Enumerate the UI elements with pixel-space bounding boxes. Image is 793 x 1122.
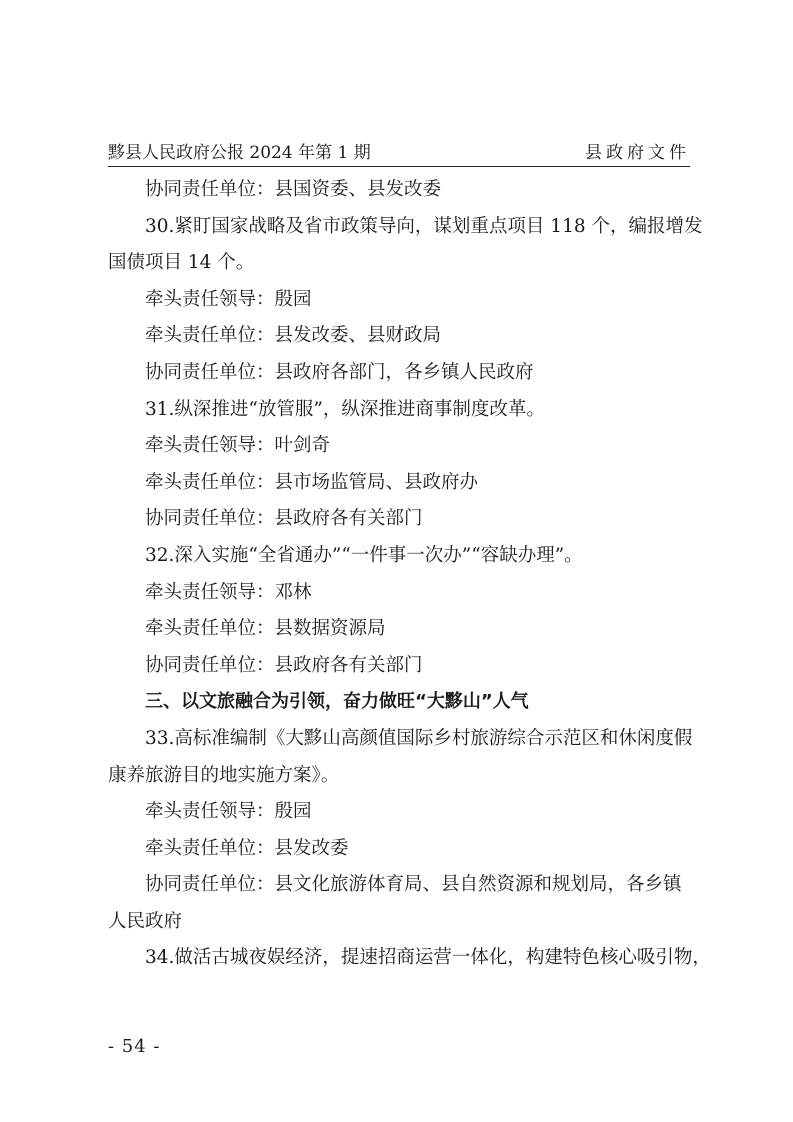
bulletin-issue-title: 黟县人民政府公报 2024 年第 1 期 — [108, 143, 371, 163]
text-line: 30.紧盯国家战略及省市政策导向，谋划重点项目 118 个，编报增发 — [145, 215, 703, 237]
text-line: 牵头责任单位：县数据资源局 — [145, 618, 386, 640]
text-line: 协同责任单位：县政府各部门，各乡镇人民政府 — [145, 361, 534, 383]
header-divider — [108, 166, 690, 167]
text-line: 牵头责任单位：县市场监管局、县政府办 — [145, 471, 479, 493]
text-line: 协同责任单位：县国资委、县发改委 — [145, 179, 442, 200]
text-line: 牵头责任单位：县发改委、县财政局 — [145, 325, 442, 347]
text-line: 国债项目 14 个。 — [108, 252, 255, 274]
section-category: 县政府文件 — [585, 143, 690, 163]
text-line: 牵头责任领导：殷园 — [145, 801, 312, 823]
text-line: 人民政府 — [108, 910, 183, 932]
text-line: 协同责任单位：县政府各有关部门 — [145, 654, 423, 676]
text-line: 牵头责任单位：县发改委 — [145, 837, 349, 859]
text-line: 牵头责任领导：殷园 — [145, 288, 312, 310]
section-heading: 三、以文旅融合为引领，奋力做旺“大黟山”人气 — [145, 691, 529, 713]
text-line: 31.纵深推进“放管服”，纵深推进商事制度改革。 — [145, 398, 545, 420]
text-line: 协同责任单位：县政府各有关部门 — [145, 508, 423, 530]
text-line: 协同责任单位：县文化旅游体育局、县自然资源和规划局，各乡镇 — [145, 874, 682, 896]
text-line: 32.深入实施“全省通办”“一件事一次办”“容缺办理”。 — [145, 544, 583, 566]
text-line: 34.做活古城夜娱经济，提速招商运营一体化，构建特色核心吸引物， — [145, 947, 711, 969]
text-line: 牵头责任领导：邓林 — [145, 581, 312, 603]
page-number: - 54 - — [108, 1036, 161, 1057]
text-line: 康养旅游目的地实施方案》。 — [108, 764, 340, 786]
page-header — [108, 140, 690, 166]
text-line: 牵头责任领导：叶剑奇 — [145, 435, 331, 457]
text-line: 33.高标准编制《大黟山高颜值国际乡村旅游综合示范区和休闲度假 — [145, 727, 693, 749]
document-body — [108, 172, 711, 977]
